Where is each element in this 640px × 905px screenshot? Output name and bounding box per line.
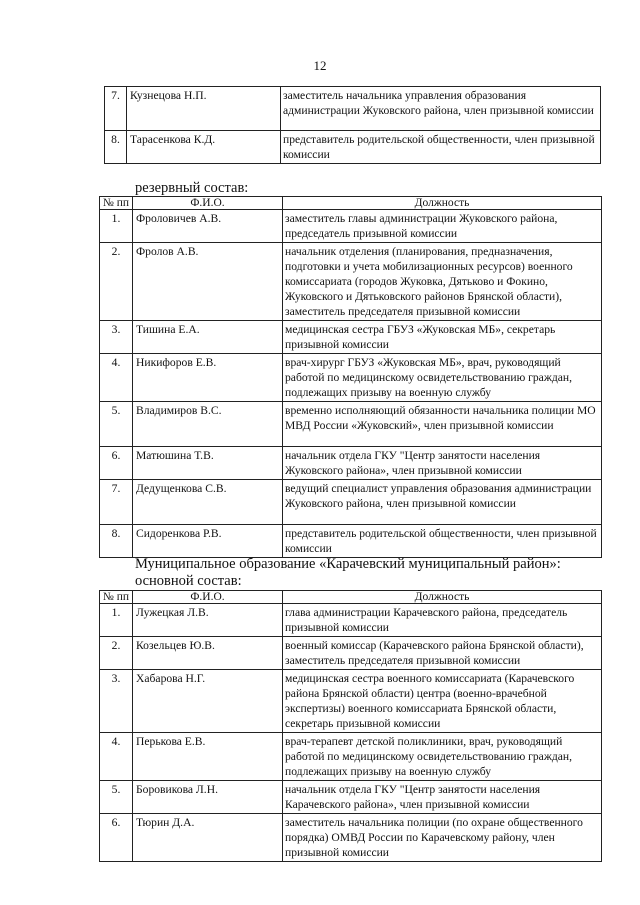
person-name: Тюрин Д.А. — [133, 814, 283, 862]
table-row — [105, 131, 601, 164]
table-row — [100, 447, 602, 480]
person-position: начальник отдела ГКУ "Центр занятости населения Карачевского района», член призывной комиссии — [283, 781, 602, 814]
row-number: 5. — [100, 402, 133, 447]
person-position: медицинская сестра ГБУЗ «Жуковская МБ», секретарь призывной комиссии — [283, 321, 602, 354]
table-row — [100, 210, 602, 243]
person-name: Фролов А.В. — [133, 243, 283, 321]
column-header-name: Ф.И.О. — [133, 591, 283, 604]
person-name: Боровикова Л.Н. — [133, 781, 283, 814]
person-name: Матюшина Т.В. — [133, 447, 283, 480]
table-header-row — [100, 591, 602, 604]
person-name: Кузнецова Н.П. — [127, 87, 281, 131]
row-number: 4. — [100, 733, 133, 781]
row-number: 2. — [100, 637, 133, 670]
row-number: 4. — [100, 354, 133, 402]
row-number: 2. — [100, 243, 133, 321]
row-number: 7. — [105, 87, 127, 131]
person-name: Владимиров В.С. — [133, 402, 283, 447]
table-row — [100, 637, 602, 670]
row-number: 1. — [100, 210, 133, 243]
continuation-table — [104, 86, 601, 164]
person-name: Тарасенкова К.Д. — [127, 131, 281, 164]
table-header-row — [100, 197, 602, 210]
table-row — [100, 814, 602, 862]
row-number: 3. — [100, 321, 133, 354]
person-name: Сидоренкова Р.В. — [133, 525, 283, 558]
page-number: 12 — [313, 58, 327, 73]
person-position: медицинская сестра военного комиссариата (Карачевского района Брянской области) центра (военно-врачебной экспертизы) военного комиссариата Брянской области, секретарь призывной комиссии — [283, 670, 602, 733]
person-name: Хабарова Н.Г. — [133, 670, 283, 733]
karachev-table — [99, 590, 602, 862]
person-name: Фроловичев А.В. — [133, 210, 283, 243]
karachev-heading-line2: основной состав: — [135, 573, 242, 589]
person-name: Козельцев Ю.В. — [133, 637, 283, 670]
table-row — [100, 480, 602, 525]
person-position: временно исполняющий обязанности начальника полиции МО МВД России «Жуковский», член призывной комиссии — [283, 402, 602, 447]
row-number: 3. — [100, 670, 133, 733]
person-position: заместитель начальника полиции (по охране общественного порядка) ОМВД России по Карачевскому району, член призывной комиссии — [283, 814, 602, 862]
row-number: 5. — [100, 781, 133, 814]
person-position: представитель родительской общественности, член призывной комиссии — [283, 525, 602, 558]
table-row — [100, 733, 602, 781]
reserve-table — [99, 196, 602, 558]
column-header-position: Должность — [283, 197, 602, 210]
row-number: 8. — [100, 525, 133, 558]
row-number: 1. — [100, 604, 133, 637]
table-row — [105, 87, 601, 131]
table-row — [100, 321, 602, 354]
person-position: начальник отдела ГКУ "Центр занятости населения Жуковского района», член призывной комиссии — [283, 447, 602, 480]
column-header-position: Должность — [283, 591, 602, 604]
person-name: Никифоров Е.В. — [133, 354, 283, 402]
person-position: заместитель начальника управления образования администрации Жуковского района, член призывной комиссии — [281, 87, 601, 131]
person-position: врач-хирург ГБУЗ «Жуковская МБ», врач, руководящий работой по медицинскому освидетельствованию граждан, подлежащих призыву на военную службу — [283, 354, 602, 402]
column-header-num: № пп — [100, 591, 133, 604]
column-header-name: Ф.И.О. — [133, 197, 283, 210]
person-name: Лужецкая Л.В. — [133, 604, 283, 637]
person-position: военный комиссар (Карачевского района Брянской области), заместитель председателя призывной комиссии — [283, 637, 602, 670]
table-row — [100, 354, 602, 402]
person-position: начальник отделения (планирования, предназначения, подготовки и учета мобилизационных ресурсов) военного комиссариата (городов Жуковка, Дятьково и Фокино, Жуковского и Дятьковского районов Брянской области), заместитель председателя призывной комиссии — [283, 243, 602, 321]
table-row — [100, 402, 602, 447]
table-row — [100, 525, 602, 558]
row-number: 7. — [100, 480, 133, 525]
column-header-num: № пп — [100, 197, 133, 210]
karachev-heading — [135, 556, 561, 590]
table-row — [100, 604, 602, 637]
table-row — [100, 670, 602, 733]
person-position: врач-терапевт детской поликлиники, врач, руководящий работой по медицинскому освидетельствованию граждан, подлежащих призыву на военную службу — [283, 733, 602, 781]
table-row — [100, 781, 602, 814]
person-position: заместитель главы администрации Жуковского района, председатель призывной комиссии — [283, 210, 602, 243]
person-name: Дедущенкова С.В. — [133, 480, 283, 525]
person-position: представитель родительской общественности, член призывной комиссии — [281, 131, 601, 164]
row-number: 6. — [100, 814, 133, 862]
reserve-heading: резервный состав: — [135, 180, 249, 196]
person-position: глава администрации Карачевского района, председатель призывной комиссии — [283, 604, 602, 637]
karachev-heading-line1: Муниципальное образование «Карачевский муниципальный район»: — [135, 556, 561, 572]
row-number: 8. — [105, 131, 127, 164]
row-number: 6. — [100, 447, 133, 480]
person-name: Тишина Е.А. — [133, 321, 283, 354]
person-name: Перькова Е.В. — [133, 733, 283, 781]
table-row — [100, 243, 602, 321]
person-position: ведущий специалист управления образования администрации Жуковского района, член призывной комиссии — [283, 480, 602, 525]
